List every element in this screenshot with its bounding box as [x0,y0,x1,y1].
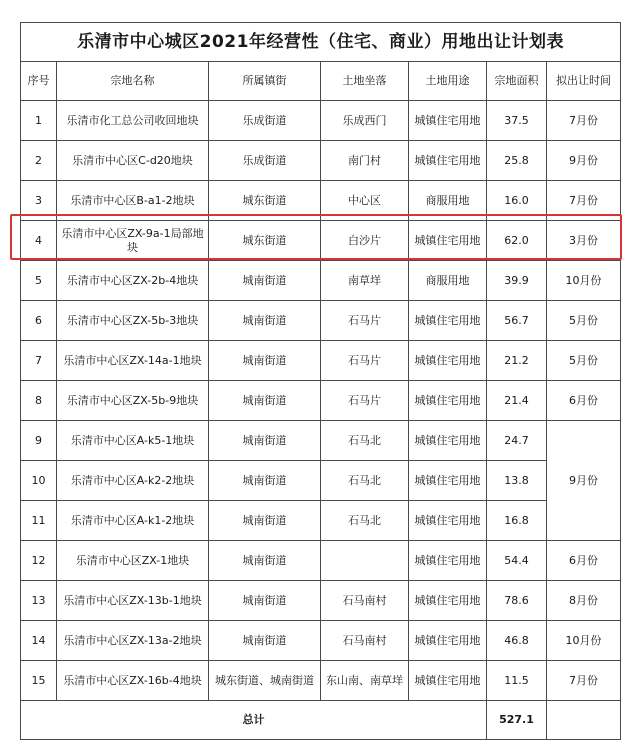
row-no: 8 [21,381,57,421]
row-town: 城南街道 [209,421,321,461]
row-use: 商服用地 [409,181,487,221]
row-area: 62.0 [487,221,547,261]
row-use: 城镇住宅用地 [409,221,487,261]
row-no: 5 [21,261,57,301]
row-area: 13.8 [487,461,547,501]
row-name: 乐清市化工总公司收回地块 [57,101,209,141]
row-area: 25.8 [487,141,547,181]
row-area: 56.7 [487,301,547,341]
row-town: 城东街道 [209,181,321,221]
row-name: 乐清市中心区A-k5-1地块 [57,421,209,461]
row-name: 乐清市中心区C-d20地块 [57,141,209,181]
row-name: 乐清市中心区B-a1-2地块 [57,181,209,221]
row-town: 城南街道 [209,301,321,341]
row-use: 商服用地 [409,261,487,301]
table-row [21,461,621,501]
row-location: 乐成西门 [321,101,409,141]
row-name: 乐清市中心区ZX-2b-4地块 [57,261,209,301]
row-use: 城镇住宅用地 [409,581,487,621]
row-town: 城南街道 [209,621,321,661]
row-town: 城南街道 [209,501,321,541]
table-row [21,141,621,181]
total-area: 527.1 [487,701,547,740]
row-name: 乐清市中心区A-k1-2地块 [57,501,209,541]
row-use: 城镇住宅用地 [409,141,487,181]
row-town: 城东街道 [209,221,321,261]
table-row [21,101,621,141]
header-name: 宗地名称 [57,62,209,101]
row-no: 9 [21,421,57,461]
row-location: 东山南、南草垟 [321,661,409,701]
row-town: 乐成街道 [209,101,321,141]
row-no: 2 [21,141,57,181]
row-time: 7月份 [547,181,621,221]
row-use: 城镇住宅用地 [409,661,487,701]
row-no: 7 [21,341,57,381]
row-name: 乐清市中心区ZX-13a-2地块 [57,621,209,661]
header-town: 所属镇街 [209,62,321,101]
row-no: 15 [21,661,57,701]
row-area: 78.6 [487,581,547,621]
row-no: 11 [21,501,57,541]
row-town: 城南街道 [209,581,321,621]
row-area: 11.5 [487,661,547,701]
row-location: 石马南村 [321,621,409,661]
row-town: 城南街道 [209,341,321,381]
table-row [21,621,621,661]
row-area: 37.5 [487,101,547,141]
header-area: 宗地面积 [487,62,547,101]
table-row-highlighted [21,221,621,261]
table-row [21,341,621,381]
row-no: 3 [21,181,57,221]
total-time-empty [547,701,621,740]
row-area: 16.0 [487,181,547,221]
table-row [21,381,621,421]
header-use: 土地用途 [409,62,487,101]
row-use: 城镇住宅用地 [409,621,487,661]
row-use: 城镇住宅用地 [409,381,487,421]
table-row [21,261,621,301]
row-no: 10 [21,461,57,501]
row-time: 6月份 [547,541,621,581]
row-use: 城镇住宅用地 [409,461,487,501]
row-area: 39.9 [487,261,547,301]
row-time: 8月份 [547,581,621,621]
row-name: 乐清市中心区ZX-13b-1地块 [57,581,209,621]
row-location: 石马片 [321,341,409,381]
row-use: 城镇住宅用地 [409,501,487,541]
header-location: 土地坐落 [321,62,409,101]
row-name: 乐清市中心区A-k2-2地块 [57,461,209,501]
row-use: 城镇住宅用地 [409,421,487,461]
table-row [21,501,621,541]
row-town: 城南街道 [209,461,321,501]
total-row [21,701,621,740]
row-location: 白沙片 [321,221,409,261]
table-row [21,661,621,701]
row-area: 21.2 [487,341,547,381]
row-location: 石马北 [321,461,409,501]
row-use: 城镇住宅用地 [409,541,487,581]
table-row [21,541,621,581]
row-location: 石马北 [321,501,409,541]
row-time: 10月份 [547,621,621,661]
row-area: 21.4 [487,381,547,421]
table-row [21,181,621,221]
header-row [21,62,621,101]
row-time: 5月份 [547,341,621,381]
row-location: 南门村 [321,141,409,181]
table-row [21,301,621,341]
row-name: 乐清市中心区ZX-16b-4地块 [57,661,209,701]
row-time: 6月份 [547,381,621,421]
row-use: 城镇住宅用地 [409,101,487,141]
header-time: 拟出让时间 [547,62,621,101]
row-time: 7月份 [547,661,621,701]
row-town: 城南街道 [209,541,321,581]
row-location: 中心区 [321,181,409,221]
row-time-merged: 9月份 [547,421,621,541]
table-title: 乐清市中心城区2021年经营性（住宅、商业）用地出让计划表 [21,23,621,62]
total-label: 总计 [21,701,487,740]
table-row [21,581,621,621]
row-area: 16.8 [487,501,547,541]
row-area: 24.7 [487,421,547,461]
row-location: 石马片 [321,301,409,341]
row-no: 12 [21,541,57,581]
row-area: 46.8 [487,621,547,661]
row-use: 城镇住宅用地 [409,341,487,381]
row-town: 城东街道、城南街道 [209,661,321,701]
row-location [321,541,409,581]
row-town: 城南街道 [209,261,321,301]
row-use: 城镇住宅用地 [409,301,487,341]
row-name: 乐清市中心区ZX-5b-9地块 [57,381,209,421]
row-location: 南草垟 [321,261,409,301]
row-no: 14 [21,621,57,661]
row-town: 乐成街道 [209,141,321,181]
row-time: 10月份 [547,261,621,301]
row-location: 石马片 [321,381,409,421]
row-no: 6 [21,301,57,341]
row-location: 石马南村 [321,581,409,621]
row-name: 乐清市中心区ZX-9a-1局部地块 [57,221,209,261]
row-no: 13 [21,581,57,621]
row-area: 54.4 [487,541,547,581]
header-no: 序号 [21,62,57,101]
land-plan-sheet [20,22,620,742]
row-name: 乐清市中心区ZX-14a-1地块 [57,341,209,381]
row-town: 城南街道 [209,381,321,421]
row-no: 4 [21,221,57,261]
row-name: 乐清市中心区ZX-1地块 [57,541,209,581]
row-time: 7月份 [547,101,621,141]
row-time: 9月份 [547,141,621,181]
land-plan-table [20,22,621,740]
row-name: 乐清市中心区ZX-5b-3地块 [57,301,209,341]
row-no: 1 [21,101,57,141]
row-location: 石马北 [321,421,409,461]
row-time: 3月份 [547,221,621,261]
table-row [21,421,621,461]
row-time: 5月份 [547,301,621,341]
